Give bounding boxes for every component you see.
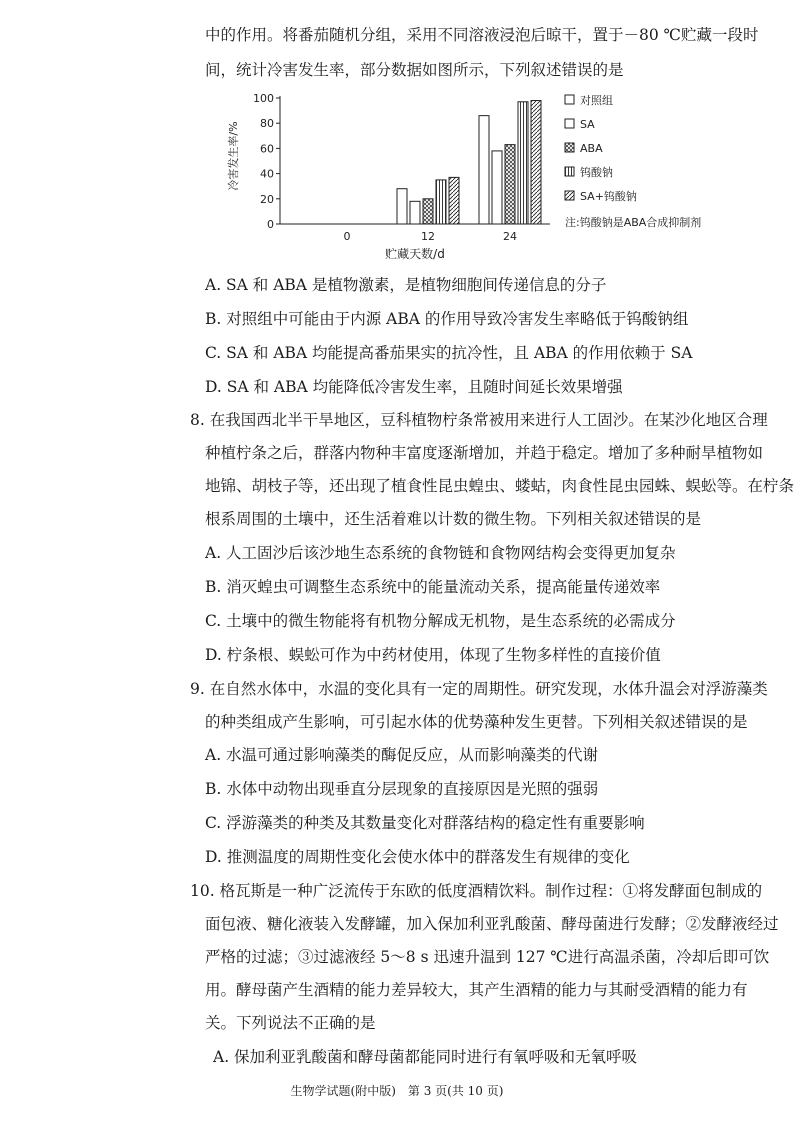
q9-stem-1: 9. 在自然水体中，水温的变化具有一定的周期性。研究发现，水体升温会对浮游藻类 bbox=[190, 680, 768, 698]
q10-stem-4: 用。酵母菌产生酒精的能力差异较大，其产生酒精的能力与其耐受酒精的能力有 bbox=[205, 981, 748, 999]
q10-stem-1: 10. 格瓦斯是一种广泛流传于东欧的低度酒精饮料。制作过程：①将发酵面包制成的 bbox=[190, 882, 763, 900]
q8-option-b: B. 消灭蝗虫可调整生态系统中的能量流动关系，提高能量传递效率 bbox=[205, 578, 661, 596]
legend-swatch bbox=[565, 119, 574, 128]
q7-option-b: B. 对照组中可能由于内源 ABA 的作用导致冷害发生率略低于钨酸钠组 bbox=[205, 310, 689, 328]
legend-swatch bbox=[565, 191, 574, 200]
q8-option-c: C. 土壤中的微生物能将有机物分解成无机物，是生态系统的必需成分 bbox=[205, 612, 676, 630]
q9-stem-2: 的种类组成产生影响，可引起水体的优势藻种发生更替。下列相关叙述错误的是 bbox=[205, 713, 748, 731]
y-tick-label: 40 bbox=[260, 167, 274, 181]
bar bbox=[531, 101, 541, 224]
q7-option-d: D. SA 和 ABA 均能降低冷害发生率，且随时间延长效果增强 bbox=[205, 378, 623, 396]
q8-stem-4: 根系周围的土壤中，还生活着难以计数的微生物。下列相关叙述错误的是 bbox=[205, 510, 702, 528]
q8-stem-1: 8. 在我国西北半干旱地区，豆科植物柠条常被用来进行人工固沙。在某沙化地区合理 bbox=[190, 411, 768, 429]
q10-stem-5: 关。下列说法不正确的是 bbox=[205, 1014, 376, 1032]
bar bbox=[449, 177, 459, 224]
q8-stem-2: 种植柠条之后，群落内物种丰富度逐渐增加，并趋于稳定。增加了多种耐旱植物如 bbox=[205, 444, 764, 462]
x-tick-label: 24 bbox=[503, 230, 517, 243]
y-tick-label: 60 bbox=[260, 142, 274, 156]
legend-label: SA+钨酸钠 bbox=[580, 190, 637, 203]
q10-stem-2: 面包液、糖化液装入发酵罐，加入保加利亚乳酸菌、酵母菌进行发酵；②发酵液经过 bbox=[205, 915, 779, 933]
y-tick-label: 20 bbox=[260, 192, 274, 206]
bar bbox=[436, 180, 446, 224]
q10-stem-3: 严格的过滤；③过滤液经 5～8 s 迅速升温到 127 ℃进行高温杀菌，冷却后即可饮 bbox=[205, 948, 770, 966]
intro-line-2: 间，统计冷害发生率，部分数据如图所示，下列叙述错误的是 bbox=[205, 61, 624, 79]
q7-option-a: A. SA 和 ABA 是植物激素，是植物细胞间传递信息的分子 bbox=[205, 276, 607, 294]
bar bbox=[492, 151, 502, 224]
x-tick-label: 12 bbox=[421, 230, 435, 243]
bar bbox=[479, 116, 489, 224]
q8-stem-3: 地锦、胡枝子等，还出现了植食性昆虫蝗虫、蝼蛄，肉食性昆虫园蛛、蜈蚣等。在柠条 bbox=[205, 477, 794, 495]
intro-line-1: 中的作用。将番茄随机分组，采用不同溶液浸泡后晾干，置于－80 ℃贮藏一段时 bbox=[205, 26, 759, 44]
y-tick-label: 100 bbox=[253, 92, 274, 105]
legend-swatch bbox=[565, 143, 574, 152]
bar bbox=[518, 102, 528, 224]
legend-label: 对照组 bbox=[580, 94, 613, 107]
q10-option-a: A. 保加利亚乳酸菌和酵母菌都能同时进行有氧呼吸和无氧呼吸 bbox=[213, 1048, 638, 1066]
q9-option-b: B. 水体中动物出现垂直分层现象的直接原因是光照的强弱 bbox=[205, 780, 599, 798]
legend-swatch bbox=[565, 167, 574, 176]
bar bbox=[397, 189, 407, 224]
bar-chart bbox=[225, 88, 785, 263]
bar bbox=[410, 201, 420, 224]
q9-option-a: A. 水温可通过影响藻类的酶促反应，从而影响藻类的代谢 bbox=[205, 746, 599, 764]
legend-label: SA bbox=[580, 118, 595, 131]
q9-option-d: D. 推测温度的周期性变化会使水体中的群落发生有规律的变化 bbox=[205, 848, 630, 866]
y-tick-label: 80 bbox=[260, 117, 274, 131]
chart-note: 注:钨酸钠是ABA合成抑制剂 bbox=[565, 216, 702, 229]
y-axis-label: 冷害发生率/% bbox=[227, 121, 240, 191]
y-tick-label: 0 bbox=[267, 218, 274, 231]
q7-option-c: C. SA 和 ABA 均能提高番茄果实的抗冷性，且 ABA 的作用依赖于 SA bbox=[205, 344, 693, 362]
bar bbox=[423, 199, 433, 224]
q8-option-d: D. 柠条根、蜈蚣可作为中药材使用，体现了生物多样性的直接价值 bbox=[205, 646, 661, 664]
bar bbox=[505, 145, 515, 224]
legend-label: 钨酸钠 bbox=[580, 166, 613, 179]
legend-swatch bbox=[565, 95, 574, 104]
x-tick-label: 0 bbox=[343, 230, 351, 243]
x-axis-label: 贮藏天数/d bbox=[385, 247, 445, 261]
page-footer: 生物学试题(附中版) 第 3 页(共 10 页) bbox=[290, 1084, 504, 1098]
q9-option-c: C. 浮游藻类的种类及其数量变化对群落结构的稳定性有重要影响 bbox=[205, 814, 645, 832]
legend-label: ABA bbox=[580, 142, 603, 155]
q8-option-a: A. 人工固沙后该沙地生态系统的食物链和食物网结构会变得更加复杂 bbox=[205, 544, 676, 562]
